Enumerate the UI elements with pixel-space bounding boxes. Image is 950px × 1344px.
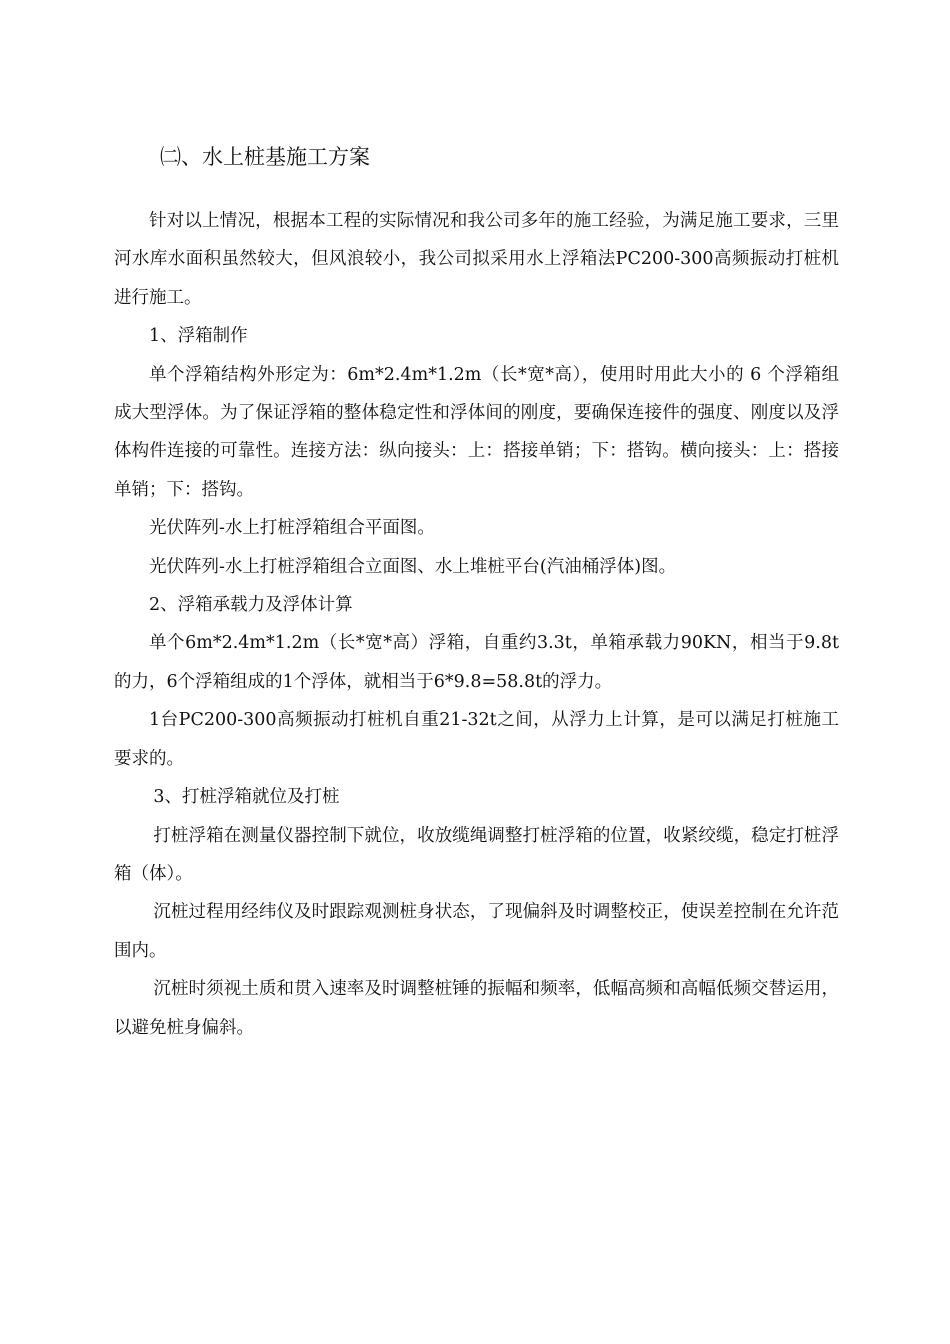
subheading-buoyancy-calculation: 2、浮箱承载力及浮体计算 xyxy=(149,595,353,616)
paragraph-pontoon-structure: 单个浮箱结构外形定为：6m*2.4m*1.2m（长*宽*高），使用时用此大小的 6 个浮箱组成大型浮体。为了保证浮箱的整体稳定性和浮体间的刚度，要确保连接件的强度、刚度以及浮体构件连接的可靠性。连接方法：纵向接头：上：搭接单销；下：搭钩。横向接头：上：搭接单销；下：搭钩。 xyxy=(114,364,839,500)
subheading-positioning-piling: 3、打桩浮箱就位及打桩 xyxy=(153,787,340,808)
paragraph-buoyancy-calc: 单个6m*2.4m*1.2m（长*宽*高）浮箱，自重约3.3t，单箱承载力90KN，相当于9.8t的力，6个浮箱组成的1个浮体，就相当于6*9.8=58.8t的浮力。 xyxy=(114,633,839,692)
subheading-pontoon-fabrication: 1、浮箱制作 xyxy=(149,326,248,347)
paragraph-elevation-drawing: 光伏阵列-水上打桩浮箱组合立面图、水上堆桩平台(汽油桶浮体)图。 xyxy=(149,556,677,577)
section-title: ㈡、水上桩基施工方案 xyxy=(160,145,370,169)
document-body xyxy=(114,202,839,1047)
paragraph-plan-drawing: 光伏阵列-水上打桩浮箱组合平面图。 xyxy=(149,518,435,539)
paragraph-monitoring: 沉桩过程用经纬仪及时跟踪观测桩身状态，了现偏斜及时调整校正，使误差控制在允许范围内。 xyxy=(114,902,839,961)
paragraph-intro: 针对以上情况，根据本工程的实际情况和我公司多年的施工经验，为满足施工要求，三里河水库水面积虽然较大，但风浪较小，我公司拟采用水上浮箱法PC200-300高频振动打桩机进行施工。 xyxy=(114,211,839,308)
paragraph-hammer-adjustment: 沉桩时须视土质和贯入速率及时调整桩锤的振幅和频率，低幅高频和高幅低频交替运用，以避免桩身偏斜。 xyxy=(114,979,839,1038)
paragraph-positioning: 打桩浮箱在测量仪器控制下就位，收放缆绳调整打桩浮箱的位置，收紧绞缆，稳定打桩浮箱（体）。 xyxy=(114,825,839,884)
paragraph-pile-driver-weight: 1台PC200-300高频振动打桩机自重21-32t之间，从浮力上计算，是可以满足打桩施工要求的。 xyxy=(114,710,839,769)
